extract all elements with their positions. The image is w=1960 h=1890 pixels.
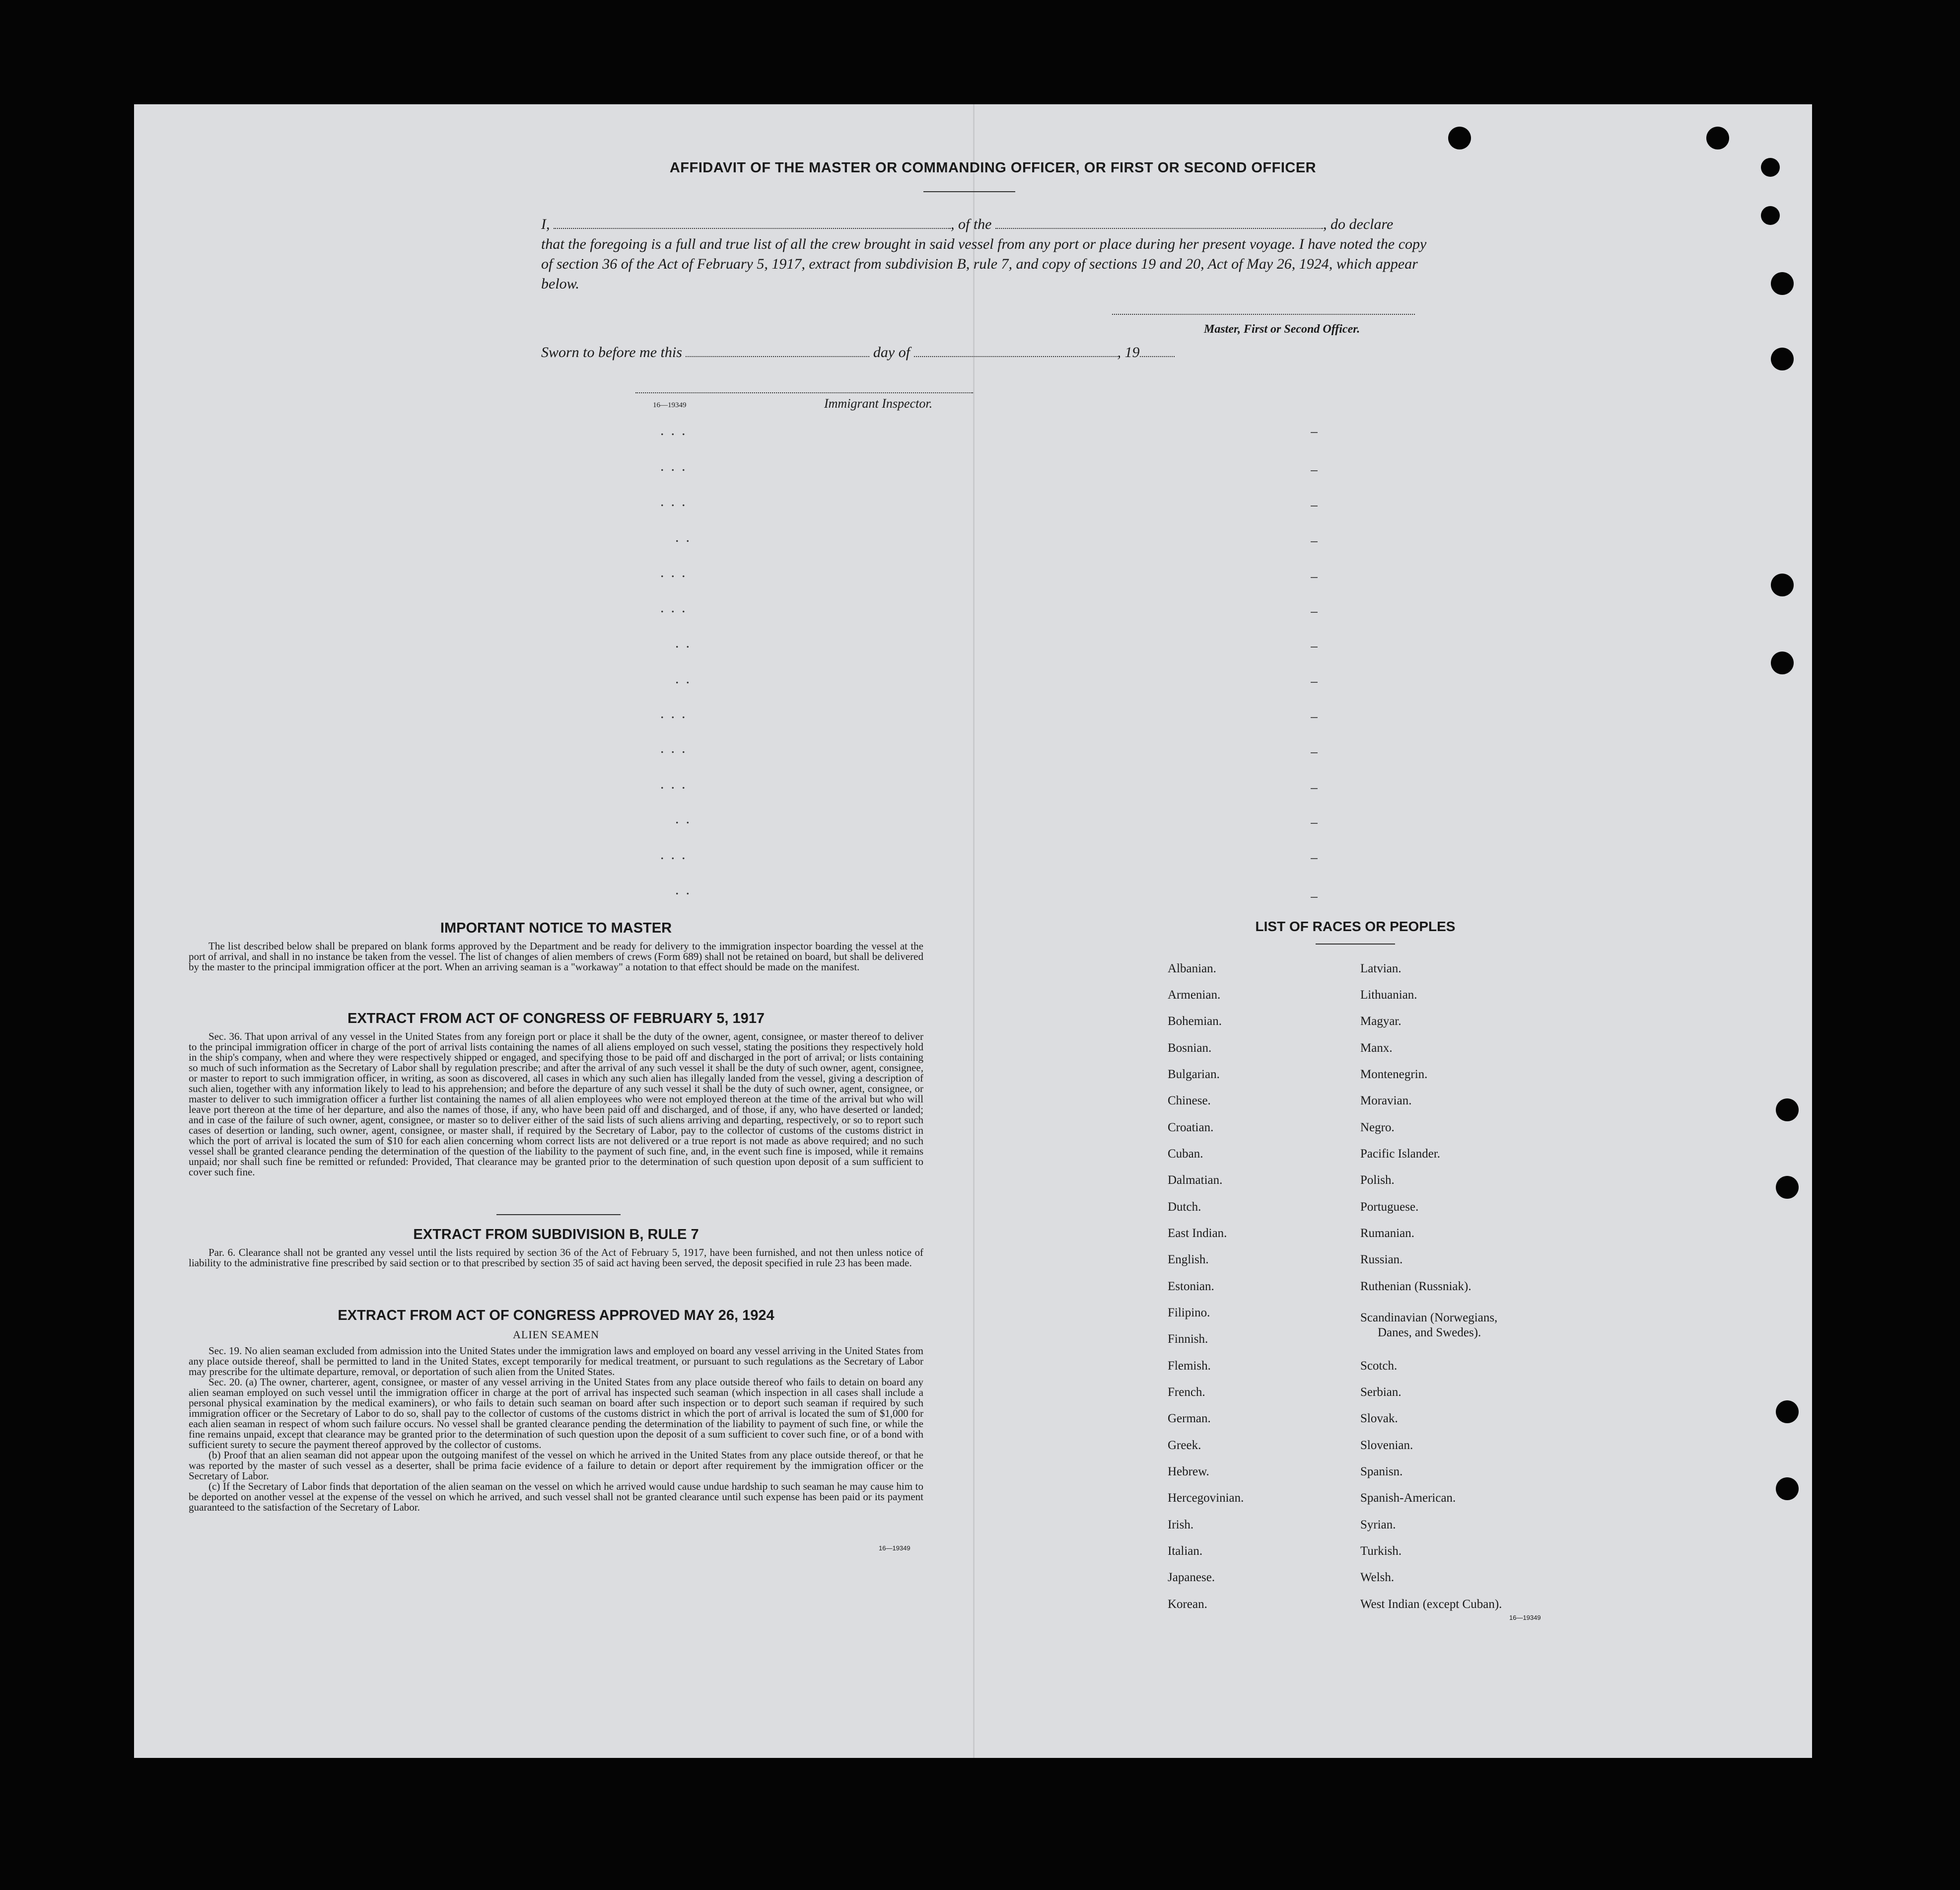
sworn-date-field[interactable]	[686, 344, 869, 357]
race-item: Serbian.	[1360, 1385, 1401, 1399]
race-item: Russian.	[1360, 1253, 1403, 1266]
act-1917-title: EXTRACT FROM ACT OF CONGRESS OF FEBRUARY 5, 1917	[347, 1011, 765, 1026]
race-item: Syrian.	[1360, 1518, 1396, 1531]
of-the-text: , of the	[951, 216, 992, 232]
act-1917-text	[189, 1031, 923, 1177]
alien-seamen-subtitle: ALIEN SEAMEN	[513, 1328, 599, 1341]
sworn-prefix: Sworn to before me this	[541, 344, 682, 361]
day-of-text: day of	[873, 344, 910, 361]
rule-7-title: EXTRACT FROM SUBDIVISION B, RULE 7	[413, 1227, 699, 1242]
race-item: Turkish.	[1360, 1544, 1402, 1558]
act-1924-title: EXTRACT FROM ACT OF CONGRESS APPROVED MAY 26, 1924	[338, 1308, 774, 1323]
punch-hole	[1776, 1098, 1799, 1121]
races-title: LIST OF RACES OR PEOPLES	[1255, 919, 1456, 934]
race-item: Flemish.	[1168, 1359, 1211, 1373]
race-item: Welsh.	[1360, 1571, 1395, 1584]
sworn-year-field[interactable]	[1140, 344, 1175, 357]
declaration-body: that the foregoing is a full and true list of all the crew brought in said vessel from any port or place during her present voyage. I have noted the copy of section 36 of the Act of February 5, 1917, extract from subdivision B, rule 7, and copy of sections 19 and 20, Act of May 26, 1924, which appear below.	[541, 236, 1427, 292]
race-item: Greek.	[1168, 1439, 1201, 1452]
race-item: German.	[1168, 1412, 1211, 1425]
punch-hole	[1771, 272, 1794, 295]
punch-hole	[1776, 1477, 1799, 1500]
race-item: East Indian.	[1168, 1227, 1227, 1240]
race-item: Rumanian.	[1360, 1227, 1415, 1240]
race-item: Korean.	[1168, 1598, 1207, 1611]
section-19-paragraph: Sec. 19. No alien seaman excluded from admission into the United States under the immigration laws and employed on board any vessel arriving in the United States from any place outside thereof, shall be permitted to land in the United States, except temporarily for medical treatment, or pursuant to such regulations as the Secretary of Labor may prescribe for the ultimate departure, removal, or deportation of such alien from the United States.	[189, 1345, 923, 1378]
race-item: Portuguese.	[1360, 1200, 1419, 1214]
race-item: Japanese.	[1168, 1571, 1215, 1584]
year-prefix: , 19	[1117, 344, 1140, 361]
vessel-name-field[interactable]	[995, 216, 1323, 229]
punch-hole	[1706, 127, 1729, 149]
punch-hole	[1776, 1400, 1799, 1423]
race-item: Hebrew.	[1168, 1465, 1209, 1478]
race-item: Dutch.	[1168, 1200, 1201, 1214]
declarant-name-field[interactable]	[554, 216, 951, 229]
sworn-month-field[interactable]	[914, 344, 1118, 357]
race-item: Slovak.	[1360, 1412, 1398, 1425]
affidavit-title: AFFIDAVIT OF THE MASTER OR COMMANDING OFFICER, OR FIRST OR SECOND OFFICER	[669, 160, 1317, 176]
race-item: English.	[1168, 1253, 1209, 1266]
title-underline	[923, 191, 1015, 192]
race-item: Slovenian.	[1360, 1439, 1413, 1452]
inspector-label: Immigrant Inspector.	[824, 396, 933, 411]
race-item: Danes, and Swedes).	[1378, 1326, 1481, 1339]
notice-paragraph: The list described below shall be prepared on blank forms approved by the Department and be ready for delivery to the immigration inspector boarding the vessel at the port of arrival, and shall in no instance be taken from the vessel. The list of changes of alien members of crews (Form 689) shall not be retained on board, but shall be delivered by the master to the principal immigration officer at the port. When an arriving seaman is a "workaway" a notation to that effect should be made on the manifest.	[189, 940, 923, 973]
race-item: Polish.	[1360, 1173, 1395, 1187]
race-item: Spanisn.	[1360, 1465, 1403, 1478]
race-item: French.	[1168, 1385, 1205, 1399]
races-title-underline	[1316, 944, 1395, 945]
race-item: Bohemian.	[1168, 1015, 1222, 1028]
punch-hole	[1448, 127, 1471, 149]
punch-hole	[1771, 652, 1794, 674]
act-1924-text	[189, 1346, 923, 1513]
race-item: Bosnian.	[1168, 1041, 1212, 1055]
sworn-line	[541, 344, 1175, 361]
race-item: Irish.	[1168, 1518, 1194, 1531]
race-item: Montenegrin.	[1360, 1068, 1428, 1081]
section-20a-paragraph: Sec. 20. (a) The owner, charterer, agent, consignee, or master of any vessel arriving in the United States from any place outside thereof who fails to detain on board any alien seaman employed on such vessel until the immigration officer in charge at the port of arrival has inspected such seaman (which inspection in all cases shall include a personal physical examination by the medical examiners), or who fails to detain such seaman on board after such inspection or to deport such seaman if required by such immigration officer or the Secretary of Labor to do so, shall pay to the collector of customs of the customs district in which the port of arrival is located the sum of $1,000 for each alien seaman in respect of whom such failure occurs. No vessel shall be granted clearance pending the determination of the liability to payment of such fine, or while the fine remains unpaid, except that clearance may be granted prior to the determination of such question upon the deposit of a sum sufficient to cover such fine, or of a bond with sufficient surety to secure the payment thereof approved by the collector of customs.	[189, 1376, 923, 1451]
race-item: Hercegovinian.	[1168, 1491, 1244, 1505]
race-item: Scotch.	[1360, 1359, 1398, 1373]
rule-7-text	[189, 1247, 923, 1268]
declarant-prefix: I,	[541, 216, 550, 232]
race-item: Spanish-American.	[1360, 1491, 1456, 1505]
race-item: Scandinavian (Norwegians,	[1360, 1311, 1498, 1324]
paragraph-6: Par. 6. Clearance shall not be granted any vessel until the lists required by section 36 of the Act of February 5, 1917, have been furnished, and not then unless notice of liability to the administrative fine prescribed by said section or to that prescribed by section 35 of said act having been served, the deposit specified in rule 23 has been made.	[189, 1246, 923, 1269]
race-item: Moravian.	[1360, 1094, 1412, 1107]
race-item: Negro.	[1360, 1121, 1395, 1134]
race-item: Bulgarian.	[1168, 1068, 1220, 1081]
race-item: Italian.	[1168, 1544, 1203, 1558]
act-1924-form-number: 16—19349	[879, 1544, 910, 1552]
section-20c-paragraph: (c) If the Secretary of Labor finds that deportation of the alien seaman on the vessel on which he arrived would cause undue hardship to such seaman he may cause him to be deported on another vessel at the expense of the vessel on which he arrived, and such vessel shall not be granted clearance until such expense has been paid or its payment guaranteed to the satisfaction of the Secretary of Labor.	[189, 1480, 923, 1513]
section-20b-paragraph: (b) Proof that an alien seaman did not appear upon the outgoing manifest of the vessel on which he arrived in the United States from any place outside thereof, or that he was reported by the master of such vessel as a deserter, shall be prima facie evidence of a failure to detain or deport after requirement by the immigration officer or the Secretary of Labor.	[189, 1449, 923, 1482]
race-item: West Indian (except Cuban).	[1360, 1598, 1502, 1611]
race-item: Finnish.	[1168, 1332, 1208, 1346]
notice-title: IMPORTANT NOTICE TO MASTER	[440, 920, 672, 936]
race-item: Lithuanian.	[1360, 988, 1417, 1002]
signature-field[interactable]	[1112, 313, 1415, 315]
race-item: Chinese.	[1168, 1094, 1211, 1107]
race-item: Ruthenian (Russniak).	[1360, 1280, 1471, 1293]
notice-text	[189, 941, 923, 972]
signature-label: Master, First or Second Officer.	[1204, 323, 1360, 336]
punch-hole	[1771, 348, 1794, 370]
declaration-paragraph	[541, 215, 1435, 294]
race-item: Estonian.	[1168, 1280, 1214, 1293]
section-36-paragraph: Sec. 36. That upon arrival of any vessel in the United States from any foreign port or place it shall be the duty of the owner, agent, consignee, or master thereof to deliver to the principal immigration officer in charge of the port of arrival lists containing the names of all aliens employed on such vessel, stating the positions they respectively hold in the ship's company, when and where they were respectively shipped or engaged, and specifying those to be paid off and discharged in the port of arrival; or lists containing so much of such information as the Secretary of Labor shall by regulation prescribe; and after the arrival of any such vessel it shall be the duty of such owner, agent, consignee, or master to report to such immigration officer, in writing, as soon as discovered, all cases in which any such alien has illegally landed from the vessel, giving a description of such alien, together with any information likely to lead to his apprehension; and before the departure of any such vessel it shall be the duty of such owner, agent, consignee, or master to deliver to such immigration officer a further list containing the names of all alien employees who were not employed thereon at the time of the arrival but who will leave port thereon at the time of her departure, and also the names of those, if any, who have been paid off and discharged, and of those, if any, who have deserted or landed; and in case of the failure of such owner, agent, consignee, or master so to deliver either of the said lists of such aliens arriving and departing, respectively, or so to report such cases of desertion or landing, such owner, agent, consignee, or master shall, if required by the Secretary of Labor, pay to the collector of customs of the customs district in which the port of arrival is located the sum of $10 for each alien concerning whom correct lists are not delivered or a true report is not made as above required; and no such vessel shall be granted clearance pending the determination of the question of the liability to the payment of such fine, and, in the event such fine is imposed, while it remains unpaid; nor shall such fine be remitted or refunded: Provided, That clearance may be granted prior to the determination of such question upon deposit of a sum sufficient to cover such fine.	[189, 1030, 923, 1178]
races-form-number: 16—19349	[1509, 1614, 1541, 1621]
do-declare-text: , do declare	[1323, 216, 1394, 232]
affidavit-form-number: 16—19349	[653, 401, 687, 409]
section-divider	[496, 1214, 621, 1215]
race-item: Pacific Islander.	[1360, 1147, 1441, 1161]
inspector-signature-field[interactable]	[635, 391, 973, 393]
race-item: Armenian.	[1168, 988, 1221, 1002]
race-item: Albanian.	[1168, 962, 1216, 975]
declaration-line-one	[541, 215, 1435, 234]
race-item: Filipino.	[1168, 1306, 1210, 1319]
race-item: Manx.	[1360, 1041, 1393, 1055]
race-item: Magyar.	[1360, 1015, 1401, 1028]
punch-hole	[1776, 1176, 1799, 1199]
punch-hole	[1761, 158, 1780, 177]
punch-hole	[1771, 574, 1794, 596]
race-item: Cuban.	[1168, 1147, 1203, 1161]
punch-hole	[1761, 206, 1780, 225]
race-item: Latvian.	[1360, 962, 1401, 975]
race-item: Croatian.	[1168, 1121, 1214, 1134]
race-item: Dalmatian.	[1168, 1173, 1223, 1187]
